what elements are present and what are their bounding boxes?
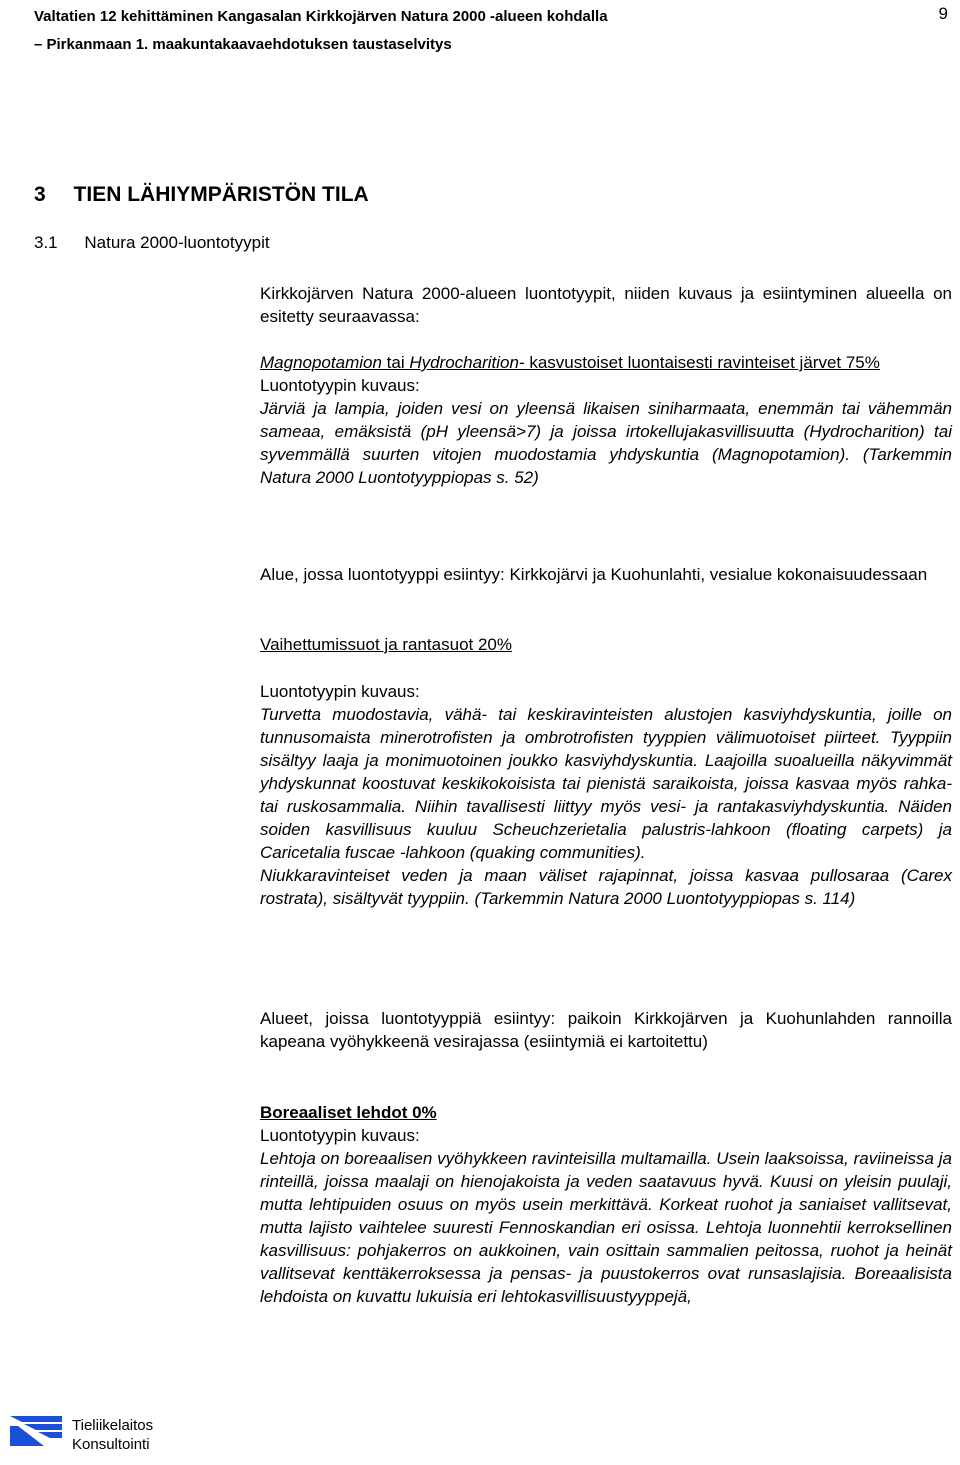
section-title: Natura 2000-luontotyypit [84, 233, 270, 252]
footer-org-line-1: Tieliikelaitos [72, 1417, 154, 1434]
chapter-number: 3 [34, 183, 46, 206]
habitat-2-label: Luontotyypin kuvaus: [260, 682, 420, 701]
footer-org-line-2: Konsultointi [72, 1436, 150, 1453]
habitat-1-occurrence: Alue, jossa luontotyyppi esiintyy: Kirkkojärvi ja Kuohunlahti, vesialue kokonaisuudessaan [260, 565, 928, 584]
section-heading [34, 233, 270, 253]
habitat-1-description: Järviä ja lampia, joiden vesi on yleensä likaisen siniharmaata, enemmän tai vähemmän sameaa, emäksistä (pH yleensä>7) ja joissa irtokellujakasvillisuutta (Hydrocharition) tai syvemmällä suurten vitojen muodostamia yhdyskuntia (Magnopotamion). (Tarkemmin Natura 2000 Luontotyyppiopas s. 52) [260, 399, 952, 487]
habitat-3-label: Luontotyypin kuvaus: [260, 1126, 420, 1145]
habitat-1-block [260, 351, 952, 489]
header-line-2: – Pirkanmaan 1. maakuntakaavaehdotuksen taustaselvitys [34, 36, 452, 53]
habitat-2-title-block [260, 633, 952, 656]
habitat-1-label: Luontotyypin kuvaus: [260, 376, 420, 395]
chapter-title: TIEN LÄHIYMPÄRISTÖN TILA [73, 183, 369, 206]
habitat-3-block [260, 1101, 952, 1308]
habitat-2-description-2: Niukkaravinteiset veden ja maan väliset rajapinnat, joissa kasvaa pullosaraa (Carex rostrata), sisältyvät tyyppiin. (Tarkemmin Natura 2000 Luontotyyppiopas s. 114) [260, 866, 952, 908]
habitat-2-title: Vaihettumissuot ja rantasuot 20% [260, 635, 512, 654]
intro-paragraph: Kirkkojärven Natura 2000-alueen luontotyypit, niiden kuvaus ja esiintyminen alueella on esitetty seuraavassa: [260, 284, 952, 326]
section-number: 3.1 [34, 233, 58, 252]
habitat-3-description: Lehtoja on boreaalisen vyöhykkeen ravinteisilla multamailla. Usein laaksoissa, raviineissa ja rinteillä, joissa maalaji on hienojakoista ja veden saatavuus hyvä. Kuusi on yleisin puulaji, mutta lehtipuiden osuus on myös usein merkittävä. Korkeat ruohot ja saniaiset vallitsevat, mutta lajisto vaihtelee suuresti Fennoskandian eri osissa. Lehtoja luonnehtii kerroksellinen kasvillisuus: pohjakerros on aukkoinen, vain osittain sammalien peitossa, ruohot ja heinät vallitsevat kenttäkerroksessa ja pensas- ja puustokerros ovat runsaslajisia. Boreaalisista lehdoista on kuvattu lukuisia eri lehtokasvillisuustyyppejä, [260, 1149, 952, 1306]
habitat-1-title: Magnopotamion tai Hydrocharition- kasvustoiset luontaisesti ravinteiset järvet 75% [260, 353, 880, 372]
footer-org [72, 1416, 153, 1454]
running-header [34, 6, 894, 56]
habitat-2-occurrence: Alueet, joissa luontotyyppiä esiintyy: paikoin Kirkkojärven ja Kuohunlahden rannoilla kapeana vyöhykkeenä vesirajassa (esiintymiä ei kartoitettu) [260, 1009, 952, 1051]
habitat-2-description: Turvetta muodostavia, vähä- tai keskiravinteisten alustojen kasviyhdyskuntia, joille on tunnusomaista minerotrofisten ja ombrotrofisten tyyppien välimuotoiset piirteet. Tyyppiin sisältyy laaja ja monimuotoinen joukko kasviyhdyskuntia. Laajoilla suoalueilla näkyvimmät yhdyskunnat koostuvat keskikokoisista tai pienistä saraikoista, joissa kasvaa myös rahka- tai ruskosammalia. Niihin tavallisesti liittyy myös vesi- ja rantakasviyhdyskuntia. Näiden soiden kasvillisuus kuuluu Scheuchzerietalia palustris-lahkoon (floating carpets) ja Caricetalia fuscae -lahkoon (quaking communities). [260, 705, 952, 862]
habitat-3-title: Boreaaliset lehdot 0% [260, 1103, 437, 1122]
habitat-2-block [260, 680, 952, 910]
tieliikelaitos-logo-icon [10, 1412, 62, 1453]
page-number: 9 [938, 4, 948, 23]
header-line-1: Valtatien 12 kehittäminen Kangasalan Kirkkojärven Natura 2000 -alueen kohdalla [34, 8, 608, 25]
chapter-heading [34, 183, 369, 207]
